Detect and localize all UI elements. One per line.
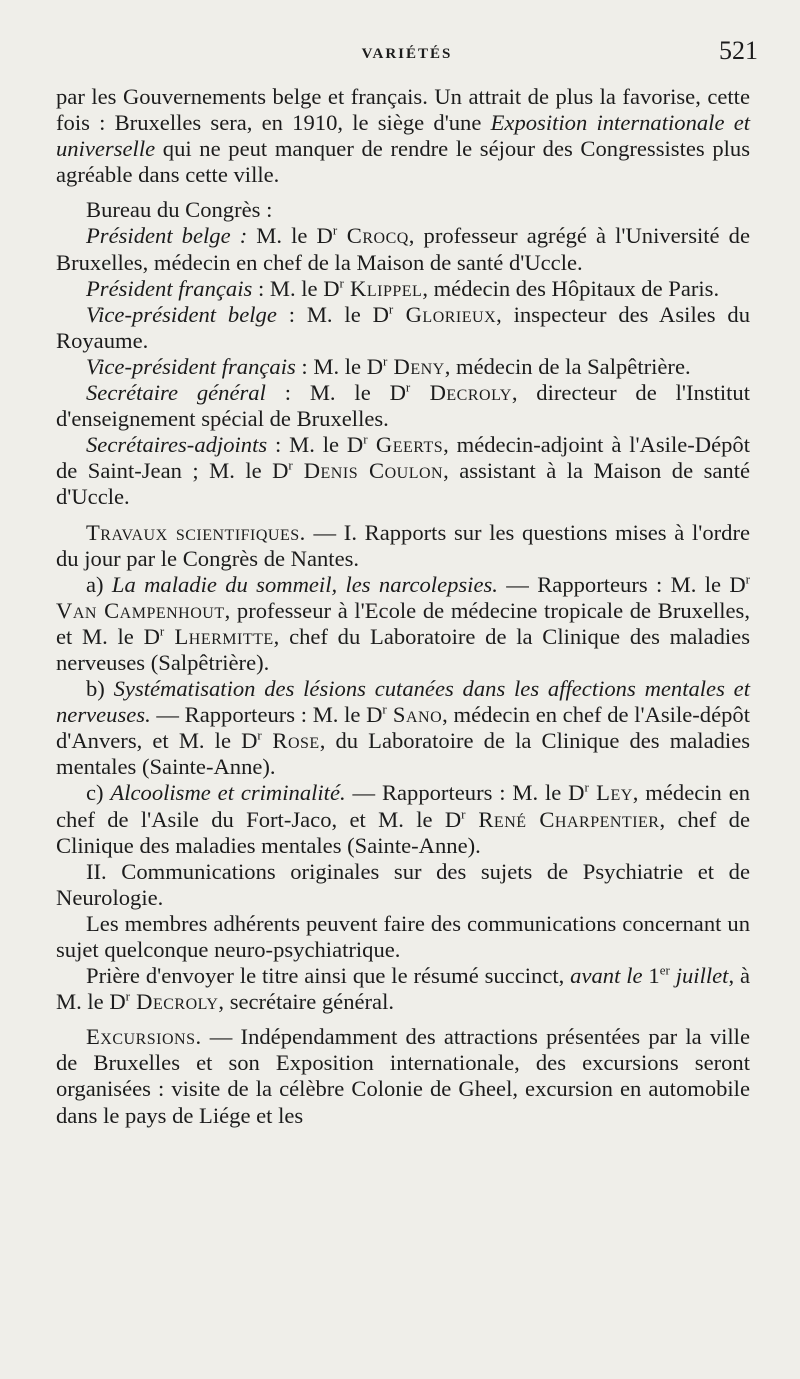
person-name: Ley: [588, 780, 633, 806]
president-francais-entry: Président français : M. le $D^r$ Klippel, médecin des Hôpitaux de Paris.: [86, 275, 720, 301]
body-text: [56, 84, 750, 1129]
rapport-a: a) La maladie du sommeil, les narcolepsies. — Rapporteurs : M. le $D^r$ Van Campenhout, professeur à l'Ecole de médecine tropicale de Bruxelles, et M. le $D^r$ Lhermitte, chef du Laboratoire de la Clinique des maladies nerveuses (Salpêtrière).: [56, 571, 750, 675]
intro-paragraph: par les Gouvernements belge et français. Un attrait de plus la favorise, cette fois : Bruxelles sera, en 1910, le siège d'une Exposition internationale et universelle qui ne peut manquer de rendre le séjour des Congressistes plus agréable dans cette ville.: [56, 84, 751, 188]
rapport-c: c) Alcoolisme et criminalité. — Rapporteurs : M. le $D^r$ Ley, médecin en chef de l'Asile du Fort-Jaco, et M. le $D^r$ René Charpentier, chef de Clinique des maladies mentales (Sainte-Anne).: [56, 779, 751, 858]
secretaire-general-entry: Secrétaire général : M. le $D^r$ Decroly, directeur de l'Institut d'enseignement spécial de Bruxelles.: [56, 379, 750, 432]
person-name: Denis Coulon: [292, 458, 444, 484]
person-name: Glorieux: [393, 301, 497, 327]
person-name: René Charpentier: [465, 806, 660, 832]
secretaires-adjoints-entry: Secrétaires-adjoints : M. le $D^r$ Geerts, médecin-adjoint à l'Asile-Dépôt de Saint-Jean ; M. le $D^r$ Denis Coulon, assistant à la Maison de santé d'Uccle.: [56, 431, 750, 510]
person-name: Crocq: [337, 223, 409, 249]
rapport-b: b) Systématisation des lésions cutanées dans les affections mentales et nerveuses. — Rapporteurs : M. le $D^r$ Sano, médecin en chef de l'Asile-dépôt d'Anvers, et M. le $D^r$ Rose, du Laboratoire de la Clinique des maladies mentales (Sainte-Anne).: [56, 676, 751, 780]
page-header: [56, 36, 758, 76]
person-name: Deny: [387, 353, 445, 379]
vice-president-francais-entry: Vice-président français : M. le $D^r$ Deny, médecin de la Salpêtrière.: [86, 353, 691, 379]
excursions-paragraph: Excursions. — Indépendamment des attractions présentées par la ville de Bruxelles et son Exposition internationale, des excursions seront organisées : visite de la célèbre Colonie de Gheel, excursion en automobile dans le pays de Liége et les: [56, 1024, 750, 1128]
priere-paragraph: Prière d'envoyer le titre ainsi que le résumé succinct, avant le 1er juillet, à M. le $D^r$ Decroly, secrétaire général.: [56, 962, 750, 1015]
page-number: 521: [719, 36, 758, 65]
person-name: Decroly: [130, 989, 219, 1015]
communications-heading: II. Communications originales sur des sujets de Psychiatrie et de Neurologie.: [56, 858, 750, 910]
person-name: Van Campenhout: [56, 597, 225, 623]
bureau-heading: Bureau du Congrès :: [86, 197, 273, 223]
person-name: Sano: [386, 702, 443, 728]
running-title: VARIÉTÉS: [361, 46, 453, 62]
president-belge-entry: Président belge : M. le $D^r$ Crocq, professeur agrégé à l'Université de Bruxelles, médecin en chef de la Maison de santé d'Uccle.: [56, 222, 750, 275]
exposition-title: Exposition internationale et universelle: [56, 110, 751, 162]
membres-paragraph: Les membres adhérents peuvent faire des communications concernant un sujet quelconque neuro-psychiatrique.: [56, 910, 750, 962]
section-heading: Travaux scientifiques.: [86, 519, 306, 545]
section-heading: Excursions.: [86, 1024, 202, 1050]
person-name: Klippel: [343, 275, 423, 301]
travaux-paragraph: Travaux scientifiques. — I. Rapports sur les questions mises à l'ordre du jour par le Congrès de Nantes.: [56, 519, 750, 571]
person-name: Rose: [261, 728, 320, 754]
person-name: Decroly: [410, 380, 512, 406]
person-name: Geerts: [367, 432, 444, 458]
vice-president-belge-entry: Vice-président belge : M. le $D^r$ Glorieux, inspecteur des Asiles du Royaume.: [56, 301, 750, 353]
person-name: Lhermitte: [164, 623, 274, 649]
